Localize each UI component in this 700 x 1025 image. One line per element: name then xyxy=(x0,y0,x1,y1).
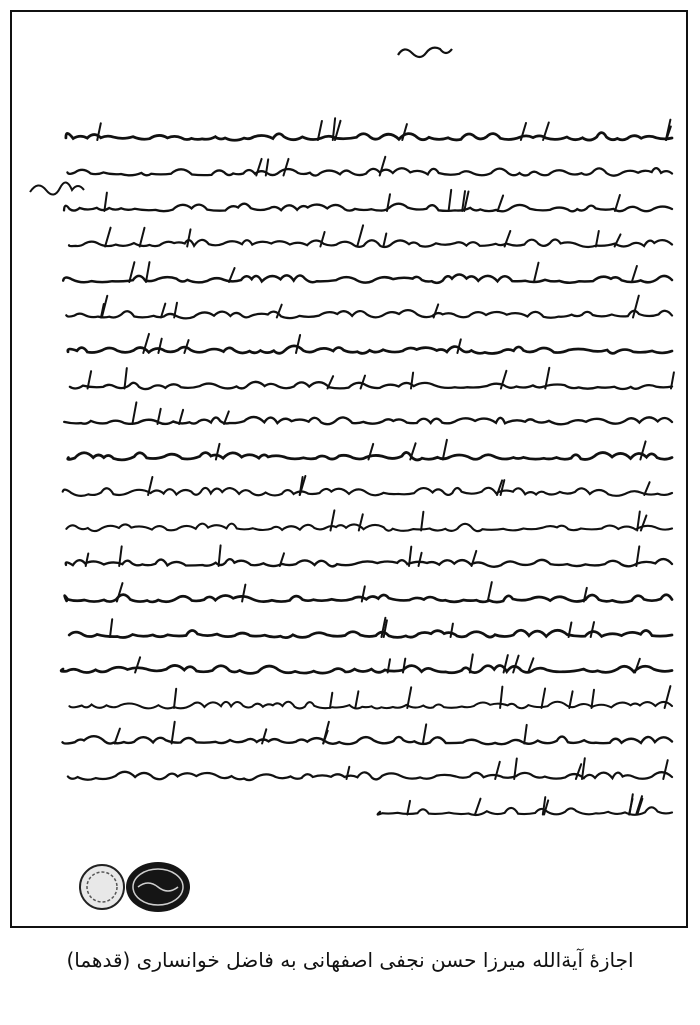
handwritten-line xyxy=(63,736,673,744)
handwritten-line xyxy=(61,665,672,673)
handwritten-line xyxy=(66,559,672,567)
letter-stroke xyxy=(187,229,190,246)
letter-stroke xyxy=(421,512,423,531)
letter-stroke xyxy=(443,440,447,460)
handwritten-line xyxy=(69,702,672,709)
letter-stroke xyxy=(172,722,175,744)
handwritten-line xyxy=(66,524,672,532)
letter-stroke xyxy=(449,190,452,211)
letter-stroke xyxy=(423,724,426,743)
letter-stroke xyxy=(470,654,473,672)
letter-stroke xyxy=(671,372,674,388)
letter-stroke xyxy=(224,411,229,424)
handwritten-line xyxy=(64,417,672,424)
letter-stroke xyxy=(569,691,572,708)
letter-stroke xyxy=(135,657,140,672)
handwritten-line xyxy=(63,275,672,283)
handwritten-line xyxy=(69,240,672,248)
letter-stroke xyxy=(347,767,350,779)
handwritten-line xyxy=(378,807,672,815)
letter-stroke xyxy=(256,159,261,176)
letter-stroke xyxy=(596,231,599,247)
letter-stroke xyxy=(498,196,504,212)
letter-stroke xyxy=(632,266,637,282)
letter-stroke xyxy=(158,339,161,353)
letter-stroke xyxy=(434,304,439,317)
letter-stroke xyxy=(451,624,453,637)
letter-stroke xyxy=(179,410,183,424)
letter-stroke xyxy=(357,225,363,246)
heading-word xyxy=(398,48,452,57)
letter-stroke xyxy=(229,268,235,282)
letter-stroke xyxy=(383,234,386,247)
caption: اجازهٔ آیةالله میرزا حسن نجفی اصفهانی به فاضل خوانساری (قدهما) xyxy=(66,948,634,972)
letter-stroke xyxy=(174,689,176,708)
letter-stroke xyxy=(644,482,649,495)
letter-stroke xyxy=(125,368,127,388)
letter-stroke xyxy=(403,659,405,673)
letter-stroke xyxy=(262,729,266,743)
letter-stroke xyxy=(296,335,300,353)
handwritten-text-lines xyxy=(61,118,674,815)
letter-stroke xyxy=(641,516,647,531)
letter-stroke xyxy=(513,656,518,673)
handwritten-line xyxy=(67,168,672,176)
letter-stroke xyxy=(402,124,407,140)
letter-stroke xyxy=(407,801,410,815)
letter-stroke xyxy=(355,691,358,708)
letter-stroke xyxy=(110,619,112,637)
letter-stroke xyxy=(101,304,104,318)
letter-stroke xyxy=(115,729,120,744)
letter-stroke xyxy=(419,553,422,566)
letter-stroke xyxy=(524,725,527,744)
letter-stroke xyxy=(475,799,481,815)
letter-stroke xyxy=(591,622,594,637)
letter-stroke xyxy=(242,585,245,602)
letter-stroke xyxy=(117,583,123,601)
letter-stroke xyxy=(407,687,411,708)
oval-seal-right xyxy=(126,862,190,912)
letter-stroke xyxy=(663,760,667,779)
handwritten-line xyxy=(63,488,672,496)
letter-stroke xyxy=(488,582,492,601)
letter-stroke xyxy=(330,693,332,708)
handwritten-line xyxy=(66,133,672,141)
handwritten-line xyxy=(70,382,672,389)
handwritten-line xyxy=(65,595,672,603)
handwritten-line xyxy=(66,310,672,318)
letter-stroke xyxy=(132,402,136,424)
letter-stroke xyxy=(140,228,145,247)
margin-note xyxy=(30,182,84,194)
letter-stroke xyxy=(86,554,89,567)
letter-stroke xyxy=(284,159,289,176)
letter-stroke xyxy=(380,157,386,176)
letter-stroke xyxy=(105,228,111,247)
letter-stroke xyxy=(534,263,539,282)
round-seal-left xyxy=(80,865,124,909)
letter-stroke xyxy=(331,510,335,530)
letter-stroke xyxy=(615,195,620,211)
letter-stroke xyxy=(219,545,221,566)
letter-stroke xyxy=(582,758,585,779)
handwritten-line xyxy=(69,630,672,637)
letter-stroke xyxy=(146,262,150,282)
letter-stroke xyxy=(630,794,633,814)
letter-stroke xyxy=(542,689,546,709)
handwritten-line xyxy=(64,204,672,212)
